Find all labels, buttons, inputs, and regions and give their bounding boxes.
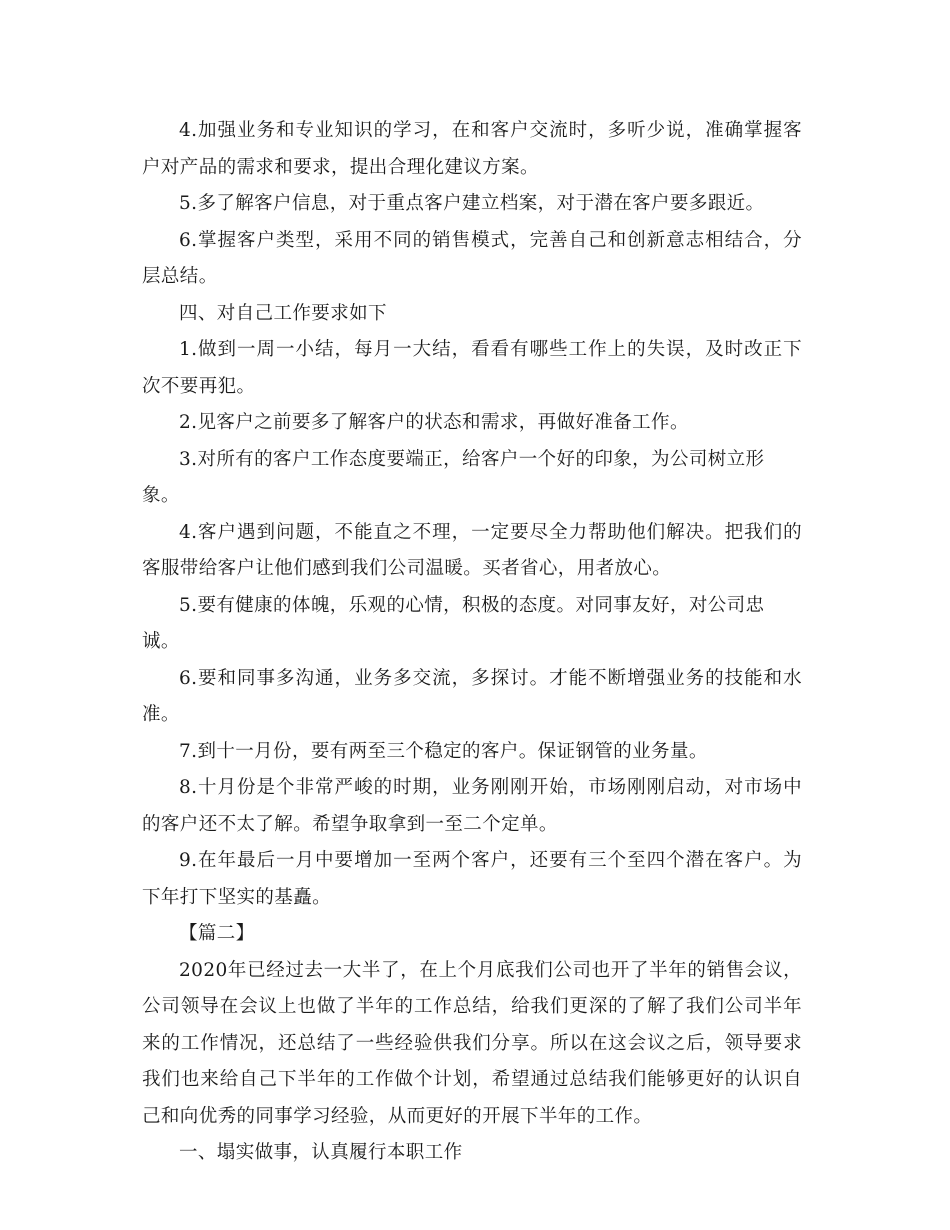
paragraph-req-6: 6.要和同事多沟通，业务多交流，多探讨。才能不断增强业务的技能和水准。: [142, 667, 802, 725]
paragraph-req-3: 3.对所有的客户工作态度要端正，给客户一个好的印象，为公司树立形象。: [142, 448, 765, 506]
section-heading-self-requirements: 四、对自己工作要求如下: [179, 302, 387, 324]
document-body: [142, 113, 802, 1172]
paragraph-req-2: 2.见客户之前要多了解客户的状态和需求，再做好准备工作。: [179, 412, 689, 433]
section-heading-work-diligently: 一、塌实做事，认真履行本职工作: [179, 1142, 463, 1163]
paragraph-item-5-customer-info: 5.多了解客户信息，对于重点客户建立档案，对于潜在客户要多跟近。: [179, 193, 765, 214]
paragraph-req-1: 1.做到一周一小结，每月一大结，看看有哪些工作上的失误，及时改正下次不要再犯。: [142, 339, 802, 397]
paragraph-req-5: 5.要有健康的体魄，乐观的心情，积极的态度。对同事友好，对公司忠诚。: [142, 594, 765, 652]
paragraph-req-4: 4.客户遇到问题，不能直之不理，一定要尽全力帮助他们解决。把我们的客服带给客户让他们感到我们公司温暖。买者省心，用者放心。: [142, 521, 802, 579]
section-marker-part-two: 【篇二】: [179, 923, 255, 944]
paragraph-item-6-customer-types: 6.掌握客户类型，采用不同的销售模式，完善自己和创新意志相结合，分层总结。: [142, 229, 802, 287]
paragraph-req-9: 9.在年最后一月中要增加一至两个客户，还要有三个至四个潜在客户。为下年打下坚实的基矗。: [142, 850, 802, 908]
paragraph-item-4-learning: 4.加强业务和专业知识的学习，在和客户交流时，多听少说，准确掌握客户对产品的需求和要求，提出合理化建议方案。: [142, 120, 802, 178]
paragraph-intro-2020: 2020年已经过去一大半了，在上个月底我们公司也开了半年的销售会议，公司领导在会议上也做了半年的工作总结，给我们更深的了解了我们公司半年来的工作情况，还总结了一些经验供我们分享。所以在这会议之后，领导要求我们也来给自己下半年的工作做个计划，希望通过总结我们能够更好的认识自己和向优秀的同事学习经验，从而更好的开展下半年的工作。: [142, 959, 802, 1127]
paragraph-req-8: 8.十月份是个非常严峻的时期，业务刚刚开始，市场刚刚启动，对市场中的客户还不太了解。希望争取拿到一至二个定单。: [142, 777, 802, 835]
paragraph-req-7: 7.到十一月份，要有两至三个稳定的客户。保证钢管的业务量。: [179, 740, 708, 762]
